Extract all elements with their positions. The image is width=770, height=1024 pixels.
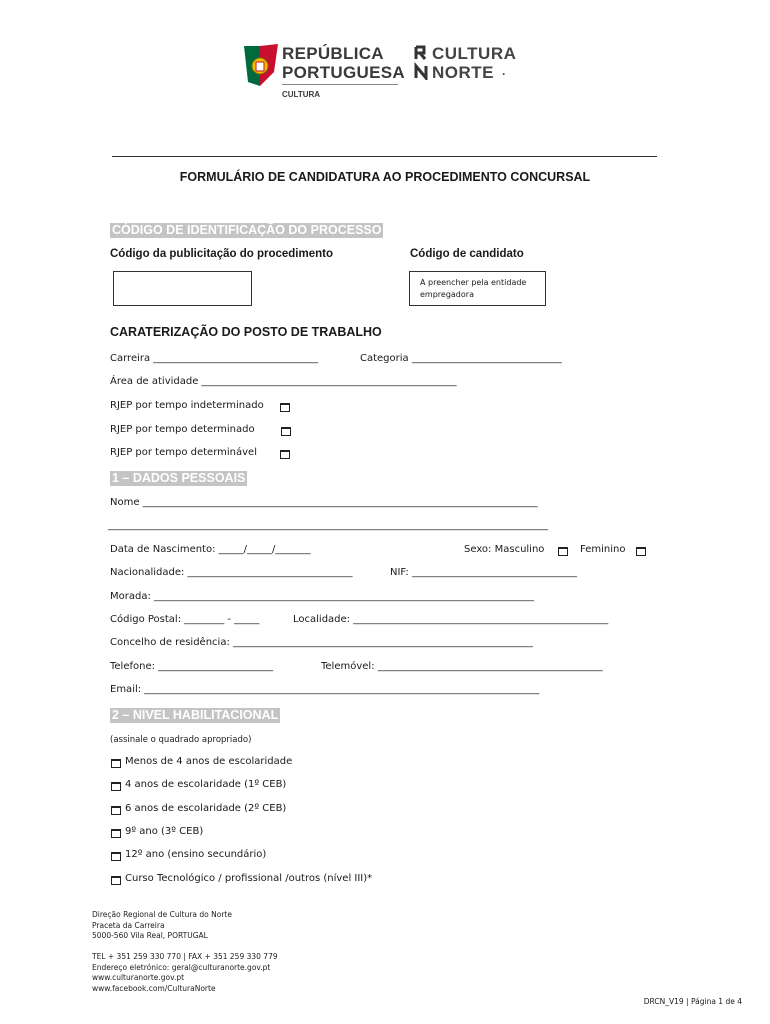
section-heading-habilitacional: 2 – NIVEL HABILITACIONAL <box>112 708 279 722</box>
section-heading-posto: CARATERIZAÇÃO DO POSTO DE TRABALHO <box>110 325 382 339</box>
morada-field[interactable]: Morada: ____________________________________________________________________________ <box>110 591 535 602</box>
pub-code-input[interactable] <box>113 271 252 306</box>
footer-phone: TEL + 351 259 330 770 | FAX + 351 259 330 779 <box>92 952 278 961</box>
masculino-checkbox[interactable] <box>558 547 568 556</box>
carreira-field[interactable]: Carreira _________________________________ <box>110 353 319 364</box>
rp-line1: REPÚBLICA <box>282 44 384 63</box>
cand-code-box <box>409 271 546 306</box>
logo-dot: · <box>502 67 507 81</box>
footer-city: 5000-560 Vila Real, PORTUGAL <box>92 931 208 940</box>
feminino-checkbox[interactable] <box>636 547 646 556</box>
sexo-masculino-label: Sexo: Masculino <box>464 544 545 555</box>
hab-label-menos4: Menos de 4 anos de escolaridade <box>125 756 293 767</box>
hab-label-2ceb: 6 anos de escolaridade (2º CEB) <box>125 803 287 814</box>
cultura-norte-logo <box>414 44 430 82</box>
hab-checkbox-menos4[interactable] <box>111 759 121 768</box>
rp-line2: PORTUGUESA <box>282 63 405 82</box>
section-heading-codigo: CÓDIGO DE IDENTIFICAÇÃO DO PROCESSO <box>112 223 382 237</box>
telemovel-field[interactable]: Telemóvel: _____________________________________________ <box>321 661 603 672</box>
localidade-field[interactable]: Localidade: ___________________________________________________ <box>293 614 609 625</box>
hab-label-1ceb: 4 anos de escolaridade (1º CEB) <box>125 779 287 790</box>
footer-street: Praceta da Carreira <box>92 920 165 930</box>
footer-facebook-link[interactable]: www.facebook.com/CulturaNorte <box>92 983 216 993</box>
cn-line1: CULTURA <box>432 44 517 63</box>
hab-checkbox-tecnologico[interactable] <box>111 876 121 885</box>
logo-divider <box>282 84 398 85</box>
area-atividade-field[interactable]: Área de atividade ___________________________________________________ <box>110 376 457 387</box>
telefone-field[interactable]: Telefone: _______________________ <box>110 661 274 672</box>
data-nascimento-field[interactable]: Data de Nascimento: _____/_____/_______ <box>110 544 311 555</box>
hab-label-secundario: 12º ano (ensino secundário) <box>125 849 267 860</box>
page-number: DRCN_V19 | Página 1 de 4 <box>643 997 742 1006</box>
rjep-indeterminado-label: RJEP por tempo indeterminado <box>110 400 264 411</box>
nome-field-line2[interactable]: ________________________________________________________________________________________ <box>108 520 548 531</box>
nome-field[interactable]: Nome _______________________________________________________________________________ <box>110 497 538 508</box>
rjep-determinavel-checkbox[interactable] <box>280 450 290 459</box>
feminino-label: Feminino <box>580 544 626 555</box>
cn-line2: NORTE <box>432 63 494 82</box>
top-rule <box>112 156 657 157</box>
rp-sub-label: CULTURA <box>282 90 321 99</box>
email-field[interactable]: Email: _______________________________________________________________________________ <box>110 684 540 695</box>
hab-checkbox-2ceb[interactable] <box>111 806 121 815</box>
cand-code-label: Código de candidato <box>410 248 524 260</box>
cand-code-note: A preencher pela entidade empregadora <box>420 278 527 299</box>
hab-label-3ceb: 9º ano (3º CEB) <box>125 826 204 837</box>
hab-checkbox-secundario[interactable] <box>111 852 121 861</box>
nacionalidade-field[interactable]: Nacionalidade: _________________________________ <box>110 567 353 578</box>
categoria-field[interactable]: Categoria ______________________________ <box>360 353 562 364</box>
republica-portuguesa-text <box>282 44 405 82</box>
hab-label-tecnologico: Curso Tecnológico / profissional /outros (nível III)* <box>125 873 373 884</box>
codigo-postal-field[interactable]: Código Postal: ________ - _____ <box>110 614 260 625</box>
pub-code-label: Código da publicitação do procedimento <box>110 248 333 260</box>
footer-address <box>92 910 232 942</box>
hab-checkbox-1ceb[interactable] <box>111 782 121 791</box>
rjep-determinado-checkbox[interactable] <box>281 427 291 436</box>
rjep-determinavel-label: RJEP por tempo determinável <box>110 447 257 458</box>
nif-field[interactable]: NIF: _________________________________ <box>390 567 577 578</box>
footer-email[interactable]: Endereço eletrónico: geral@culturanorte.gov.pt <box>92 962 271 972</box>
hab-note: (assinale o quadrado apropriado) <box>110 735 252 745</box>
concelho-field[interactable]: Concelho de residência: ____________________________________________________________ <box>110 637 534 648</box>
rjep-determinado-label: RJEP por tempo determinado <box>110 424 255 435</box>
rjep-indeterminado-checkbox[interactable] <box>280 403 290 412</box>
form-title: FORMULÁRIO DE CANDIDATURA AO PROCEDIMENTO CONCURSAL <box>179 170 591 184</box>
footer-org: Direção Regional de Cultura do Norte <box>92 910 232 919</box>
section-heading-dados: 1 – DADOS PESSOAIS <box>112 471 246 485</box>
coat-of-arms-icon <box>238 42 282 90</box>
cultura-norte-text <box>432 44 516 84</box>
hab-checkbox-3ceb[interactable] <box>111 829 121 838</box>
cultura-norte-mark-icon <box>414 44 430 80</box>
footer-website-link[interactable]: www.culturanorte.gov.pt <box>92 973 185 982</box>
footer-contacts <box>92 952 278 994</box>
